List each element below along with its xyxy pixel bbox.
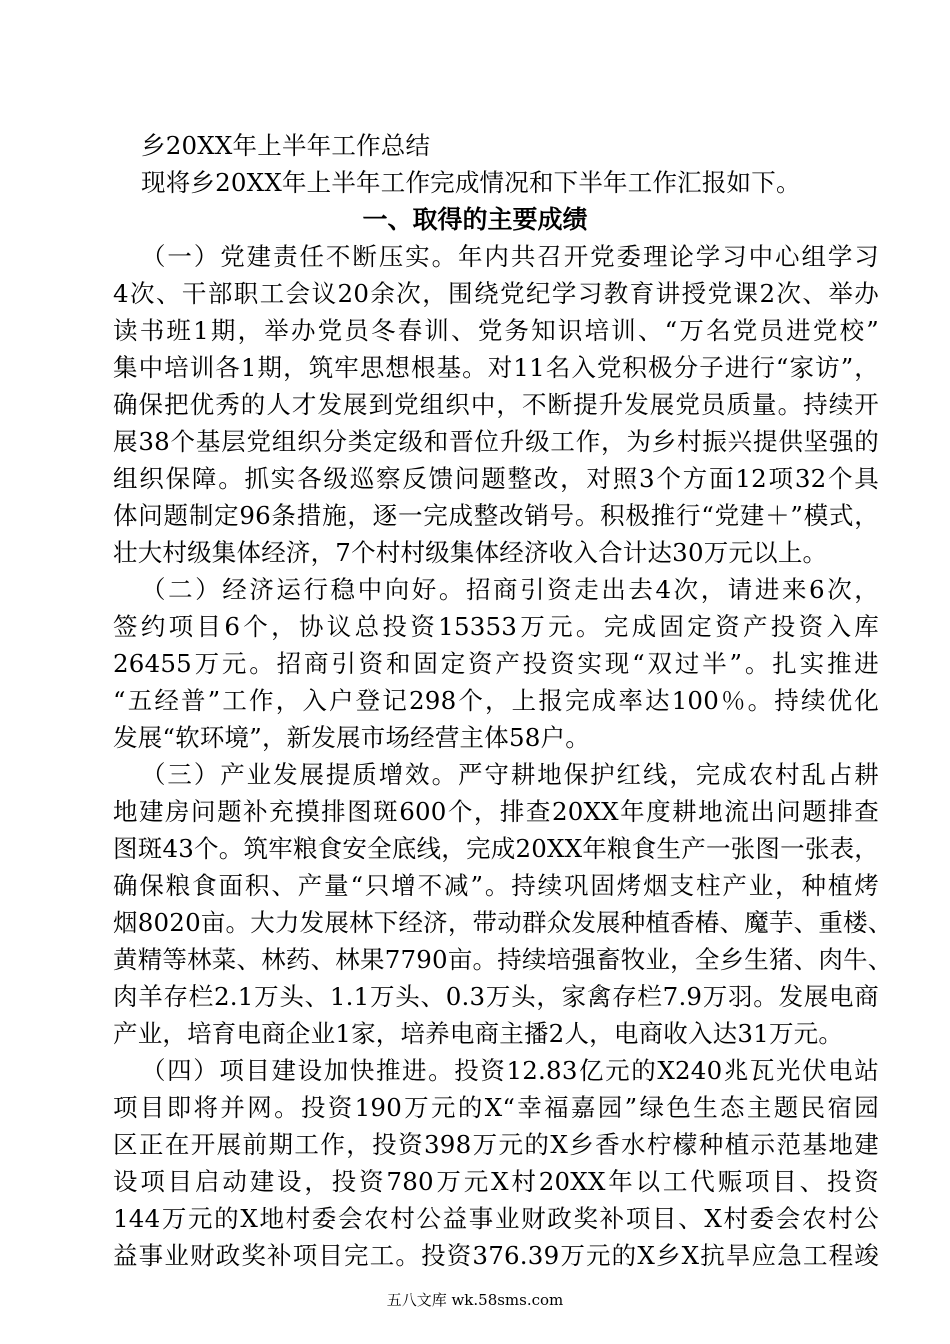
- paragraph-line: 4次、干部职工会议20余次，围绕党纪学习教育讲授党课2次、举办: [113, 279, 879, 308]
- paragraph-line: 地建房问题补充摸排图斑600个，排查20XX年度耕地流出问题排查: [113, 797, 879, 826]
- paragraph-line: 签约项目6个，协议总投资15353万元。完成固定资产投资入库: [113, 612, 879, 641]
- paragraph-line: （二）经济运行稳中向好。招商引资走出去4次，请进来6次，: [141, 575, 879, 604]
- paragraph-line: 黄精等林菜、林药、林果7790亩。持续培强畜牧业，全乡生猪、肉牛、: [113, 945, 893, 974]
- paragraph-line: 144万元的X地村委会农村公益事业财政奖补项目、X村委会农村公: [113, 1204, 879, 1233]
- footer-watermark: 五八文库 wk.58sms.com: [386, 1291, 564, 1309]
- paragraph-line: 产业，培育电商企业1家，培养电商主播2人，电商收入达31万元。: [113, 1019, 844, 1048]
- paragraph-line: 确保把优秀的人才发展到党组织中，不断提升发展党员质量。持续开: [113, 390, 879, 419]
- paragraph-line: 图斑43个。筑牢粮食安全底线，完成20XX年粮食生产一张图一张表，: [113, 834, 879, 863]
- paragraph-line: 烟8020亩。大力发展林下经济，带动群众发展种植香椿、魔芋、重楼、: [113, 908, 893, 937]
- paragraph-line: “五经普”工作，入户登记298个，上报完成率达100％。持续优化: [113, 686, 879, 715]
- paragraph-line: 展38个基层党组织分类定级和晋位升级工作，为乡村振兴提供坚强的: [113, 427, 879, 456]
- paragraph-line: 确保粮食面积、产量“只增不减”。持续巩固烤烟支柱产业，种植烤: [113, 871, 879, 900]
- paragraph-line: 壮大村级集体经济，7个村村级集体经济收入合计达30万元以上。: [113, 538, 828, 567]
- paragraph-line: 体问题制定96条措施，逐一完成整改销号。积极推行“党建＋”模式，: [113, 501, 879, 530]
- paragraph-line: （一）党建责任不断压实。年内共召开党委理论学习中心组学习: [141, 242, 879, 271]
- document-title-line: 乡20XX年上半年工作总结: [141, 131, 431, 160]
- paragraph-line: 26455万元。招商引资和固定资产投资实现“双过半”。扎实推进: [113, 649, 879, 678]
- paragraph-line: （四）项目建设加快推进。投资12.83亿元的X240兆瓦光伏电站: [141, 1056, 879, 1085]
- paragraph-line: 集中培训各1期，筑牢思想根基。对11名入党积极分子进行“家访”，: [113, 353, 879, 382]
- paragraph-line: 读书班1期，举办党员冬春训、党务知识培训、“万名党员进党校”: [113, 316, 879, 345]
- paragraph-line: （三）产业发展提质增效。严守耕地保护红线，完成农村乱占耕: [141, 760, 879, 789]
- paragraph-line: 设项目启动建设，投资780万元X村20XX年以工代赈项目、投资: [113, 1167, 879, 1196]
- paragraph-line: 益事业财政奖补项目完工。投资376.39万元的X乡X抗旱应急工程竣: [113, 1241, 879, 1270]
- paragraph-line: 肉羊存栏2.1万头、1.1万头、0.3万头，家禽存栏7.9万羽。发展电商: [113, 982, 879, 1011]
- paragraph-line: 发展“软环境”，新发展市场经营主体58户。: [113, 723, 590, 752]
- section-heading: 一、取得的主要成绩: [362, 205, 588, 234]
- paragraph-line: 组织保障。抓实各级巡察反馈问题整改，对照3个方面12项32个具: [113, 464, 879, 493]
- paragraph-line: 项目即将并网。投资190万元的X“幸福嘉园”绿色生态主题民宿园: [113, 1093, 879, 1122]
- paragraph-line: 区正在开展前期工作，投资398万元的X乡香水柠檬种植示范基地建: [113, 1130, 879, 1159]
- intro-line: 现将乡20XX年上半年工作完成情况和下半年工作汇报如下。: [141, 168, 801, 197]
